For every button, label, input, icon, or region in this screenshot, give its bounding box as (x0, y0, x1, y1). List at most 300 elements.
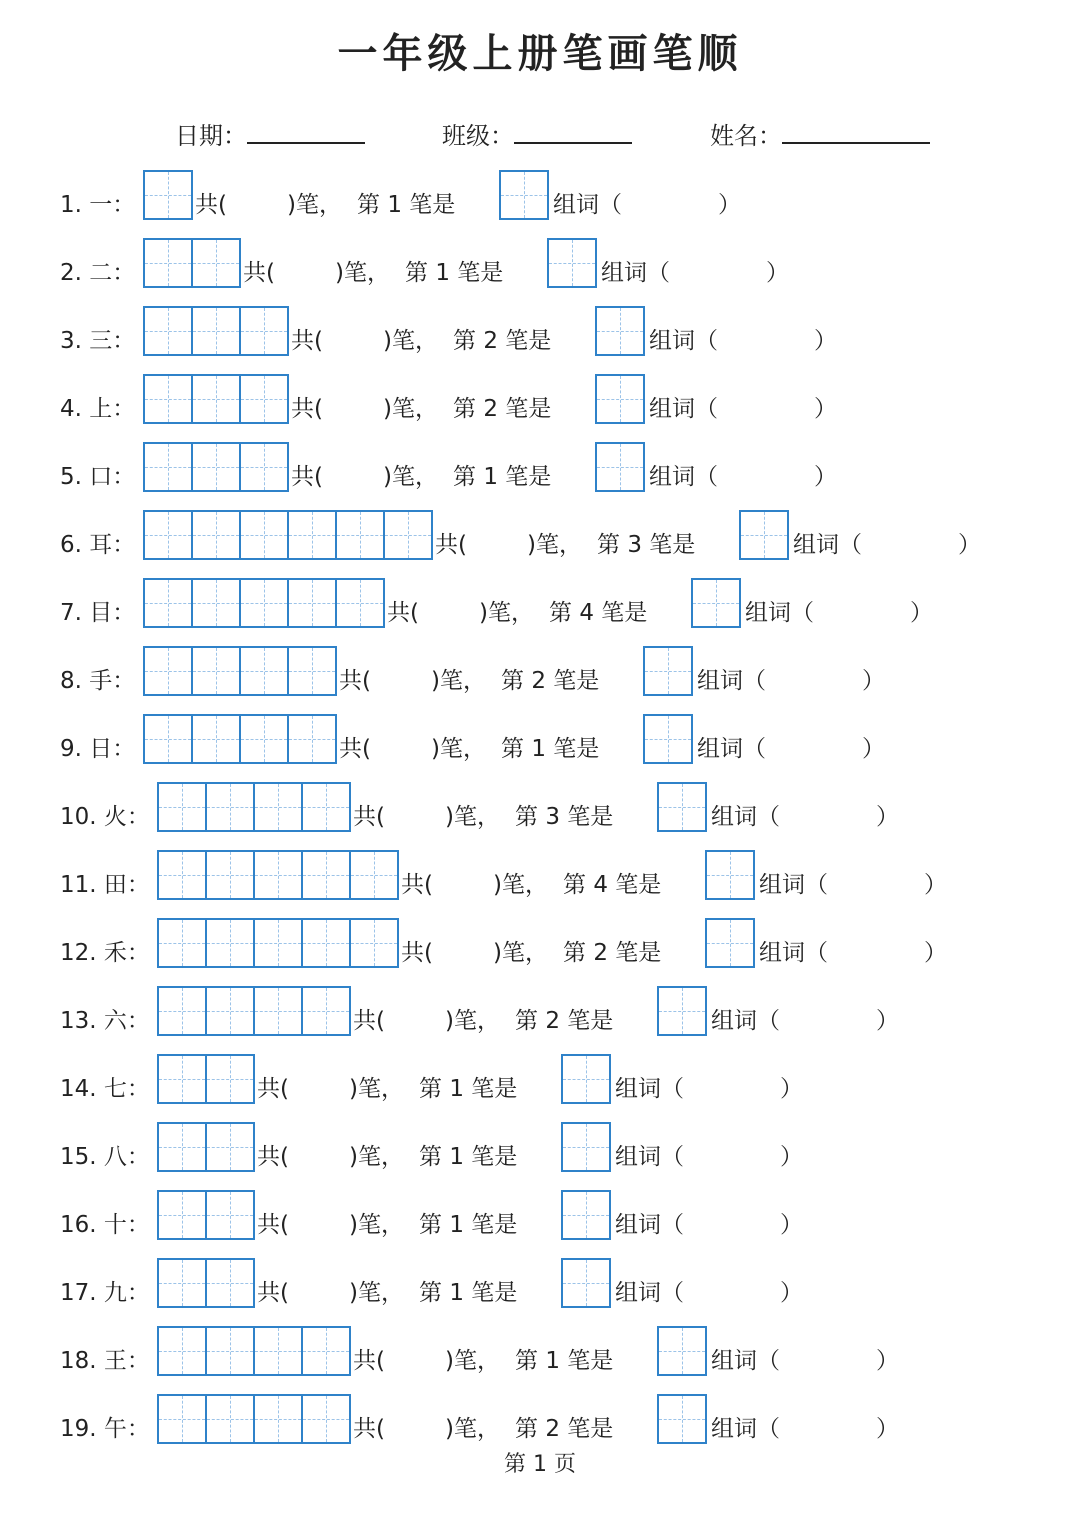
exercise-number (60, 1064, 150, 1114)
ordinal-label (501, 656, 599, 706)
grid-cell[interactable] (563, 1260, 609, 1306)
exercise-number (60, 1132, 150, 1182)
strokes-label: )笔， (287, 192, 342, 218)
stroke-number: 1 (387, 192, 402, 218)
stroke-number: 1 (449, 1280, 464, 1306)
stroke-is-label: 笔是 (615, 940, 662, 966)
grid-cell[interactable] (159, 1056, 205, 1102)
grid-cell[interactable] (597, 376, 643, 422)
grid-cell[interactable] (145, 240, 191, 286)
grid-cell[interactable] (205, 1124, 253, 1170)
exercise-char: 八 (103, 1144, 127, 1170)
word-label: 组词（ (615, 1144, 684, 1170)
answer-stroke-box[interactable] (643, 714, 693, 764)
grid-cell[interactable] (191, 716, 239, 762)
stroke-number: 1 (483, 464, 498, 490)
exercise-row (60, 1054, 1060, 1104)
colon: ： (112, 600, 136, 626)
grid-cell[interactable] (191, 580, 239, 626)
stroke-order-grid[interactable] (143, 714, 337, 764)
grid-cell[interactable] (301, 1396, 349, 1442)
total-label: 共( (353, 1416, 385, 1442)
stroke-is-label: 笔是 (553, 736, 600, 762)
grid-cell[interactable] (659, 784, 705, 830)
answer-stroke-box[interactable] (643, 646, 693, 696)
grid-cell[interactable] (301, 784, 349, 830)
exercise-number (60, 520, 135, 570)
strokes-label: )笔， (493, 872, 548, 898)
exercise-row (60, 850, 1060, 900)
ordinal-label (563, 928, 661, 978)
grid-cell[interactable] (597, 444, 643, 490)
answer-stroke-box[interactable] (705, 918, 755, 968)
grid-cell[interactable] (563, 1056, 609, 1102)
answer-stroke-box[interactable] (561, 1190, 611, 1240)
word-label: 组词（ (615, 1280, 684, 1306)
stroke-is-label: 笔是 (505, 396, 552, 422)
total-label: 共( (401, 940, 433, 966)
exercise-index: 8. (60, 668, 82, 694)
grid-cell[interactable] (693, 580, 739, 626)
ordinal-prefix: 第 (563, 872, 586, 898)
grid-cell[interactable] (253, 852, 301, 898)
stroke-order-grid[interactable] (157, 918, 399, 968)
footer-suffix: 页 (554, 1452, 577, 1477)
exercise-number (60, 384, 135, 434)
ordinal-prefix: 第 (453, 396, 476, 422)
answer-stroke-box[interactable] (595, 442, 645, 492)
total-label: 共( (195, 192, 227, 218)
exercise-row (60, 238, 1060, 288)
exercise-row (60, 986, 1060, 1036)
colon: ： (126, 1348, 150, 1374)
grid-cell[interactable] (301, 1328, 349, 1374)
exercise-char: 九 (103, 1280, 127, 1306)
stroke-order-grid[interactable] (157, 1394, 351, 1444)
word-label: 组词（ (711, 804, 780, 830)
colon: ： (126, 1008, 150, 1034)
strokes-label: )笔， (431, 668, 486, 694)
stroke-is-label: 笔是 (567, 1348, 614, 1374)
ordinal-prefix: 第 (453, 328, 476, 354)
grid-cell[interactable] (159, 988, 205, 1034)
exercise-number (60, 316, 135, 366)
word-close: ） (924, 872, 947, 898)
date-field (175, 118, 365, 154)
word-label: 组词（ (601, 260, 670, 286)
exercise-index: 16. (60, 1212, 97, 1238)
grid-cell[interactable] (205, 1396, 253, 1442)
answer-stroke-box[interactable] (705, 850, 755, 900)
ordinal-prefix: 第 (419, 1144, 442, 1170)
answer-stroke-box[interactable] (657, 986, 707, 1036)
answer-stroke-box[interactable] (739, 510, 789, 560)
answer-stroke-box[interactable] (595, 306, 645, 356)
strokes-label: )笔， (445, 804, 500, 830)
exercise-row (60, 1122, 1060, 1172)
grid-cell[interactable] (205, 988, 253, 1034)
strokes-label: )笔， (527, 532, 582, 558)
exercise-number (60, 1336, 150, 1386)
grid-cell[interactable] (191, 512, 239, 558)
stroke-is-label: 笔是 (409, 192, 456, 218)
ordinal-prefix: 第 (515, 1348, 538, 1374)
word-close: ） (780, 1280, 803, 1306)
grid-cell[interactable] (659, 1396, 705, 1442)
grid-cell[interactable] (205, 920, 253, 966)
stroke-number: 1 (545, 1348, 560, 1374)
exercise-row (60, 646, 1060, 696)
colon: ： (126, 1416, 150, 1442)
class-field (442, 118, 632, 154)
total-label: 共( (291, 396, 323, 422)
grid-cell[interactable] (205, 784, 253, 830)
answer-stroke-box[interactable] (657, 782, 707, 832)
ordinal-label (563, 860, 661, 910)
grid-cell[interactable] (301, 988, 349, 1034)
word-close: ） (780, 1076, 803, 1102)
grid-cell[interactable] (145, 512, 191, 558)
ordinal-prefix: 第 (597, 532, 620, 558)
ordinal-prefix: 第 (501, 668, 524, 694)
exercise-index: 15. (60, 1144, 97, 1170)
word-label: 组词（ (615, 1076, 684, 1102)
stroke-is-label: 笔是 (505, 328, 552, 354)
stroke-order-grid[interactable] (143, 170, 193, 220)
answer-stroke-box[interactable] (657, 1326, 707, 1376)
grid-cell[interactable] (287, 512, 335, 558)
grid-cell[interactable] (191, 308, 239, 354)
word-close: ） (862, 668, 885, 694)
stroke-is-label: 笔是 (471, 1212, 518, 1238)
stroke-is-label: 笔是 (471, 1144, 518, 1170)
exercise-row (60, 1258, 1060, 1308)
exercise-row (60, 714, 1060, 764)
ordinal-prefix: 第 (419, 1076, 442, 1102)
total-label: 共( (257, 1144, 289, 1170)
exercise-char: 午 (103, 1416, 127, 1442)
ordinal-label (453, 452, 551, 502)
exercise-row (60, 782, 1060, 832)
strokes-label: )笔， (445, 1348, 500, 1374)
word-close: ） (876, 1008, 899, 1034)
grid-cell[interactable] (349, 920, 397, 966)
stroke-order-grid[interactable] (143, 238, 241, 288)
grid-cell[interactable] (253, 920, 301, 966)
grid-cell[interactable] (645, 716, 691, 762)
colon: ： (126, 1280, 150, 1306)
stroke-order-grid[interactable] (157, 1054, 255, 1104)
word-label: 组词（ (615, 1212, 684, 1238)
exercise-number (60, 452, 135, 502)
exercise-index: 17. (60, 1280, 97, 1306)
grid-cell[interactable] (159, 852, 205, 898)
grid-cell[interactable] (145, 172, 191, 218)
grid-cell[interactable] (239, 648, 287, 694)
exercise-index: 2. (60, 260, 82, 286)
strokes-label: )笔， (383, 328, 438, 354)
grid-cell[interactable] (287, 716, 335, 762)
grid-cell[interactable] (253, 1396, 301, 1442)
word-close: ） (814, 464, 837, 490)
grid-cell[interactable] (707, 852, 753, 898)
colon: ： (126, 872, 150, 898)
word-label: 组词（ (711, 1348, 780, 1374)
word-close: ） (862, 736, 885, 762)
colon: ： (126, 1212, 150, 1238)
grid-cell[interactable] (191, 648, 239, 694)
grid-cell[interactable] (253, 988, 301, 1034)
exercise-row (60, 306, 1060, 356)
grid-cell[interactable] (239, 580, 287, 626)
answer-stroke-box[interactable] (561, 1258, 611, 1308)
date-blank[interactable] (247, 118, 365, 144)
exercise-index: 11. (60, 872, 97, 898)
answer-stroke-box[interactable] (499, 170, 549, 220)
word-label: 组词（ (553, 192, 622, 218)
ordinal-label (419, 1268, 517, 1318)
word-label: 组词（ (649, 396, 718, 422)
ordinal-label (597, 520, 695, 570)
ordinal-prefix: 第 (419, 1280, 442, 1306)
grid-cell[interactable] (239, 376, 287, 422)
stroke-number: 2 (531, 668, 546, 694)
exercise-row (60, 1190, 1060, 1240)
answer-stroke-box[interactable] (561, 1054, 611, 1104)
grid-cell[interactable] (145, 716, 191, 762)
exercise-index: 7. (60, 600, 82, 626)
ordinal-label (515, 1404, 613, 1454)
stroke-order-grid[interactable] (157, 1122, 255, 1172)
class-blank[interactable] (514, 118, 632, 144)
word-label: 组词（ (711, 1008, 780, 1034)
stroke-number: 2 (483, 328, 498, 354)
answer-stroke-box[interactable] (561, 1122, 611, 1172)
grid-cell[interactable] (707, 920, 753, 966)
strokes-label: )笔， (335, 260, 390, 286)
grid-cell[interactable] (563, 1124, 609, 1170)
stroke-is-label: 笔是 (601, 600, 648, 626)
total-label: 共( (387, 600, 419, 626)
word-close: ） (958, 532, 981, 558)
total-label: 共( (435, 532, 467, 558)
grid-cell[interactable] (645, 648, 691, 694)
grid-cell[interactable] (159, 784, 205, 830)
ordinal-prefix: 第 (453, 464, 476, 490)
grid-cell[interactable] (145, 648, 191, 694)
grid-cell[interactable] (145, 444, 191, 490)
word-label: 组词（ (697, 668, 766, 694)
grid-cell[interactable] (145, 308, 191, 354)
ordinal-prefix: 第 (563, 940, 586, 966)
grid-cell[interactable] (287, 648, 335, 694)
answer-stroke-box[interactable] (595, 374, 645, 424)
page-title: 一年级上册笔画笔顺 (337, 31, 743, 77)
grid-cell[interactable] (597, 308, 643, 354)
ordinal-label (453, 316, 551, 366)
stroke-is-label: 笔是 (615, 872, 662, 898)
stroke-is-label: 笔是 (649, 532, 696, 558)
exercise-char: 火 (103, 804, 127, 830)
stroke-order-grid[interactable] (157, 1258, 255, 1308)
exercise-index: 4. (60, 396, 82, 422)
grid-cell[interactable] (741, 512, 787, 558)
exercise-index: 14. (60, 1076, 97, 1102)
exercise-char: 六 (103, 1008, 127, 1034)
total-label: 共( (257, 1280, 289, 1306)
grid-cell[interactable] (659, 988, 705, 1034)
exercise-index: 19. (60, 1416, 97, 1442)
grid-cell[interactable] (239, 716, 287, 762)
word-label: 组词（ (697, 736, 766, 762)
grid-cell[interactable] (205, 852, 253, 898)
grid-cell[interactable] (349, 852, 397, 898)
stroke-number: 1 (531, 736, 546, 762)
exercise-index: 5. (60, 464, 82, 490)
answer-stroke-box[interactable] (657, 1394, 707, 1444)
exercise-char: 三 (89, 328, 113, 354)
colon: ： (112, 464, 136, 490)
grid-cell[interactable] (159, 920, 205, 966)
grid-cell[interactable] (205, 1260, 253, 1306)
grid-cell[interactable] (159, 1192, 205, 1238)
name-label: 姓名： (710, 122, 782, 150)
grid-cell[interactable] (287, 580, 335, 626)
exercise-index: 6. (60, 532, 82, 558)
total-label: 共( (257, 1212, 289, 1238)
word-close: ） (876, 1416, 899, 1442)
word-close: ） (910, 600, 933, 626)
name-blank[interactable] (782, 118, 930, 144)
exercise-number (60, 656, 135, 706)
total-label: 共( (339, 668, 371, 694)
grid-cell[interactable] (301, 920, 349, 966)
word-label: 组词（ (759, 872, 828, 898)
total-label: 共( (353, 804, 385, 830)
stroke-order-grid[interactable] (143, 646, 337, 696)
colon: ： (112, 260, 136, 286)
total-label: 共( (339, 736, 371, 762)
ordinal-label (357, 180, 455, 230)
strokes-label: )笔， (479, 600, 534, 626)
stroke-order-grid[interactable] (143, 306, 289, 356)
stroke-is-label: 笔是 (471, 1076, 518, 1102)
colon: ： (112, 192, 136, 218)
grid-cell[interactable] (205, 1056, 253, 1102)
stroke-order-grid[interactable] (143, 374, 289, 424)
grid-cell[interactable] (205, 1192, 253, 1238)
stroke-number: 2 (483, 396, 498, 422)
grid-cell[interactable] (145, 580, 191, 626)
exercise-index: 9. (60, 736, 82, 762)
exercise-char: 上 (89, 396, 113, 422)
total-label: 共( (353, 1348, 385, 1374)
grid-cell[interactable] (239, 444, 287, 490)
stroke-order-grid[interactable] (157, 1190, 255, 1240)
exercise-row (60, 1394, 1060, 1444)
strokes-label: )笔， (349, 1280, 404, 1306)
colon: ： (112, 396, 136, 422)
grid-cell[interactable] (191, 240, 239, 286)
grid-cell[interactable] (239, 512, 287, 558)
stroke-order-grid[interactable] (143, 442, 289, 492)
exercise-row (60, 1326, 1060, 1376)
word-close: ） (766, 260, 789, 286)
grid-cell[interactable] (253, 784, 301, 830)
exercise-number (60, 180, 135, 230)
answer-stroke-box[interactable] (691, 578, 741, 628)
grid-cell[interactable] (159, 1396, 205, 1442)
stroke-order-grid[interactable] (157, 986, 351, 1036)
grid-cell[interactable] (549, 240, 595, 286)
grid-cell[interactable] (191, 444, 239, 490)
colon: ： (112, 532, 136, 558)
colon: ： (126, 1144, 150, 1170)
exercise-char: 十 (103, 1212, 127, 1238)
grid-cell[interactable] (335, 580, 383, 626)
ordinal-label (515, 792, 613, 842)
stroke-order-grid[interactable] (143, 510, 433, 560)
grid-cell[interactable] (191, 376, 239, 422)
grid-cell[interactable] (335, 512, 383, 558)
exercise-index: 18. (60, 1348, 97, 1374)
answer-stroke-box[interactable] (547, 238, 597, 288)
stroke-order-grid[interactable] (143, 578, 385, 628)
stroke-order-grid[interactable] (157, 850, 399, 900)
grid-cell[interactable] (383, 512, 431, 558)
exercise-char: 王 (103, 1348, 127, 1374)
grid-cell[interactable] (159, 1328, 205, 1374)
total-label: 共( (291, 328, 323, 354)
grid-cell[interactable] (205, 1328, 253, 1374)
stroke-is-label: 笔是 (471, 1280, 518, 1306)
word-label: 组词（ (649, 328, 718, 354)
grid-cell[interactable] (159, 1124, 205, 1170)
exercise-index: 10. (60, 804, 97, 830)
word-close: ） (814, 396, 837, 422)
exercise-char: 田 (103, 872, 127, 898)
word-label: 组词（ (745, 600, 814, 626)
grid-cell[interactable] (159, 1260, 205, 1306)
exercise-row (60, 578, 1060, 628)
grid-cell[interactable] (253, 1328, 301, 1374)
grid-cell[interactable] (239, 308, 287, 354)
colon: ： (126, 1076, 150, 1102)
exercise-char: 口 (89, 464, 113, 490)
stroke-order-grid[interactable] (157, 782, 351, 832)
total-label: 共( (291, 464, 323, 490)
word-close: ） (924, 940, 947, 966)
exercise-row (60, 374, 1060, 424)
page-footer (0, 1450, 1080, 1480)
stroke-number: 3 (545, 804, 560, 830)
stroke-is-label: 笔是 (553, 668, 600, 694)
grid-cell[interactable] (659, 1328, 705, 1374)
stroke-is-label: 笔是 (567, 1008, 614, 1034)
grid-cell[interactable] (145, 376, 191, 422)
grid-cell[interactable] (301, 852, 349, 898)
word-close: ） (876, 1348, 899, 1374)
ordinal-prefix: 第 (405, 260, 428, 286)
stroke-is-label: 笔是 (567, 1416, 614, 1442)
strokes-label: )笔， (349, 1144, 404, 1170)
page-number: 1 (533, 1452, 547, 1477)
stroke-number: 2 (545, 1008, 560, 1034)
ordinal-prefix: 第 (515, 804, 538, 830)
grid-cell[interactable] (563, 1192, 609, 1238)
stroke-order-grid[interactable] (157, 1326, 351, 1376)
grid-cell[interactable] (501, 172, 547, 218)
